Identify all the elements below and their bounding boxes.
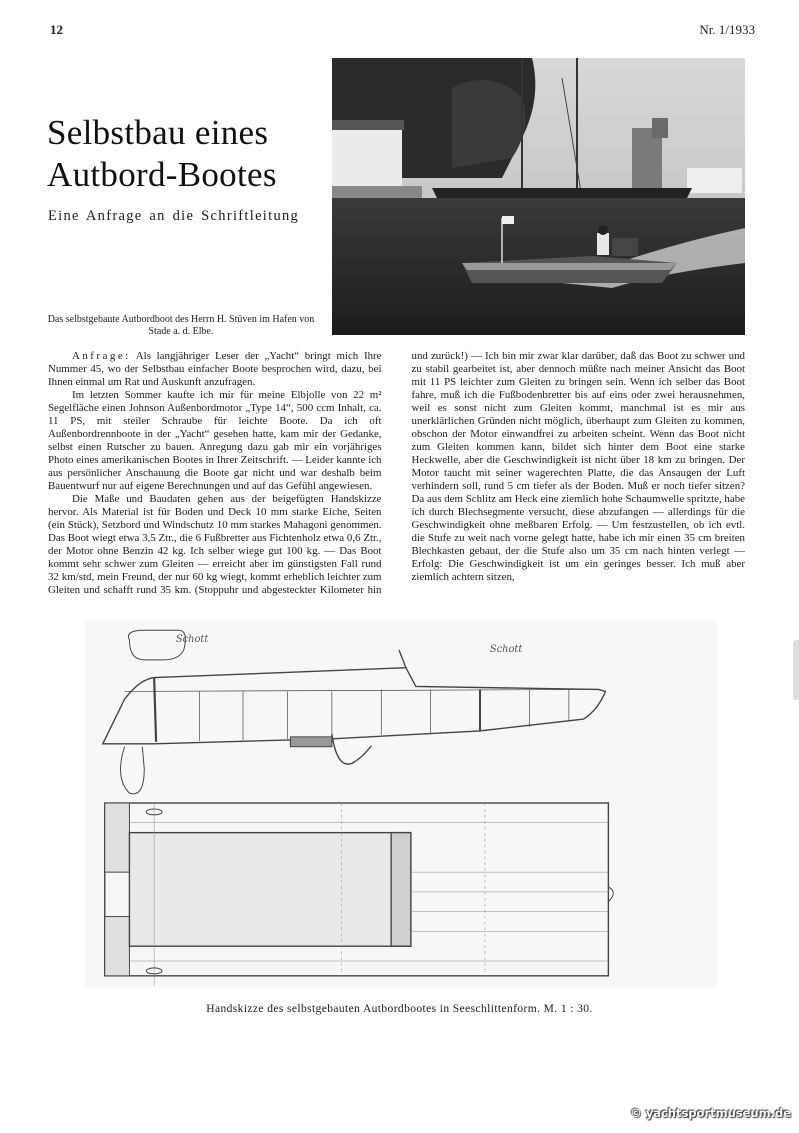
article-paragraph: Im letzten Sommer kaufte ich mir für meine Elbjolle von 22 m² Segelfläche einen Johnson Außenbordmotor „Type 14“, 500 ccm Inhalt, ca. 11 PS, mit steiler Schraube für leichte Boote. Da ich oft Außenbordrennboote in der „Yacht“ gesehen hatte, kam mir der Gedanke, selbst einen Rutscher zu bauen. Anregung dazu gab mir ein vorjähriges Photo eines amerikanischen Bootes in Ihrer Zeitschrift. — Leider kannte ich aus persönlicher Anschauung die Boote gar nicht und war deshalb beim Bauentwurf nur auf eigene Berechnungen und auf das Gefühl angewiesen. bbox=[48, 389, 382, 492]
sketch-caption: Handskizze des selbstgebauten Autbordbootes in Seeschlittenform. M. 1 : 30. bbox=[206, 1003, 593, 1015]
title-line: Autbord-Bootes bbox=[47, 155, 277, 194]
boat-hand-sketch bbox=[85, 618, 717, 990]
watermark: © yachtsportmuseum.de bbox=[630, 1106, 791, 1120]
sketch-label: Schott bbox=[175, 634, 209, 646]
harbor-photo bbox=[332, 58, 745, 335]
article-title bbox=[47, 112, 277, 196]
page-number: 12 bbox=[50, 22, 63, 37]
title-line: Selbstbau eines bbox=[47, 113, 269, 152]
article-paragraph bbox=[48, 350, 382, 389]
issue-number: Nr. 1/1933 bbox=[699, 22, 755, 37]
article-body bbox=[48, 350, 745, 597]
article-subtitle: Eine Anfrage an die Schriftleitung bbox=[48, 208, 300, 224]
photo-caption: Das selbstgebaute Autbordboot des Herrn H. Stüven im Hafen von Stade a. d. Elbe. bbox=[47, 314, 315, 337]
scan-edge bbox=[793, 640, 799, 700]
sketch-label: Schott bbox=[489, 643, 523, 655]
lead-word: Anfrage: bbox=[72, 350, 131, 362]
paragraph-text: Als langjähriger Leser der „Yacht“ bringt mich Ihre Nummer 45, wo der Selbstbau einfacher Boote besprochen wird, dazu, bei Ihnen einmal um Rat und Auskunft anzufragen. bbox=[48, 350, 382, 388]
article-paragraph: Die Maße und Baudaten gehen aus der beigefügten Handskizze hervor. Als Material ist für Boden und Deck 10 mm starke Eiche, Seiten (ein Stück), Setzbord und Windschutz 10 mm starkes Mahagoni genommen. Das Boot wiegt etwa 3,5 Ztr., die 6 Fußbretter aus Fichtenholz etwa 0,6 Ztr., der Motor ohne Benzin 42 kg. Ich selber wiege gut 100 kg. — Das Boot kommt sehr schwer zum Gleiten — erreicht aber im günstigsten Fall rund 32 km/std, mein Freund, der nur 60 kg wiegt, kommt erheblich leichter zum Gleiten und schafft rund 35 km. (Stoppuhr und abgesteckter Kilometer hin und zurück!) — Ich bin mir zwar klar darüber, daß das Boot zu schwer und zu stabil gearbeitet ist, aber dennoch müßte nach meiner Ansicht das Boot mit 11 PS leichter zum Gleiten zu bringen sein. Wenn ich selber das Boot fahre, muß ich die Fußbodenbretter bis auf eins oder zwei herausnehmen, weil es sonst nicht zum Gleiten kommt, manchmal ist es mir aus unerklärlichen Gründen nicht möglich, überhaupt zum Gleiten zu kommen, obschon der Motor einwandfrei zu arbeiten scheint. Wenn das Boot nicht zum Gleiten kommen kann, bildet sich hinter dem Boot eine starke Heckwelle, aber die Geschwindigkeit ist nicht über 18 km zu bringen. Der Motor taucht mit seiner wagerechten Platte, die das Ansaugen der Luft verhindern soll, rund 5 cm tiefer als der Boden. Muß er noch tiefer sitzen? Da aus dem Schlitz am Heck eine ziemlich hohe Schaumwelle spritzte, habe ich durch Blechsegmente versucht, diese abzufangen — allerdings für die Geschwindigkeit ohne meßbaren Erfolg. — Um festzustellen, ob ich evtl. die Stufe zu weit nach vorne gelegt hatte, habe ich mir einen 35 cm breiten Blechkasten gebaut, der die Stufe also um 35 cm nach hinten verlegt — Erfolg: Die Geschwindigkeit ist um ein geringes besser. Ich muß aber ziemlich achtern sitzen, bbox=[48, 350, 745, 596]
